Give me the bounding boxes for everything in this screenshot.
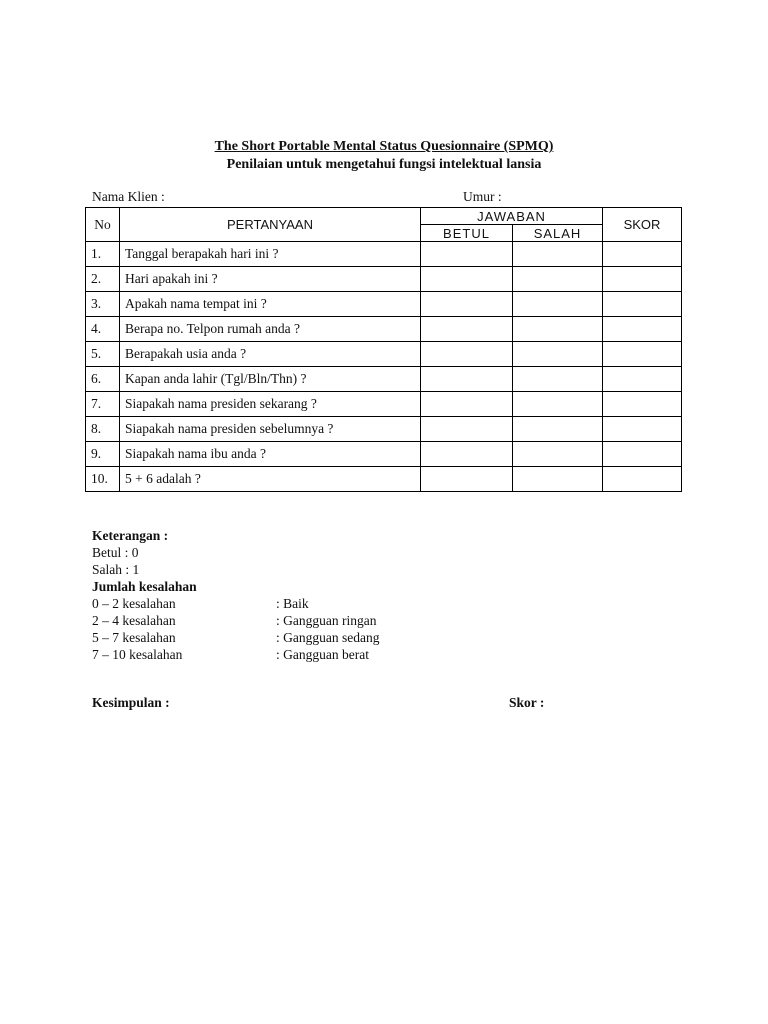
range-result: : Baik bbox=[276, 596, 309, 611]
row-question: Tanggal berapakah hari ini ? bbox=[120, 242, 421, 267]
betul-cell[interactable] bbox=[421, 292, 513, 317]
salah-cell[interactable] bbox=[513, 392, 603, 417]
row-number: 6. bbox=[86, 367, 120, 392]
betul-cell[interactable] bbox=[421, 367, 513, 392]
range-result: : Gangguan sedang bbox=[276, 630, 380, 645]
salah-value: Salah : 1 bbox=[92, 562, 140, 577]
table-row bbox=[86, 417, 682, 442]
row-number: 5. bbox=[86, 342, 120, 367]
skor-cell[interactable] bbox=[603, 342, 682, 367]
skor-cell[interactable] bbox=[603, 292, 682, 317]
table-row bbox=[86, 467, 682, 492]
skor-label: Skor : bbox=[509, 695, 545, 710]
betul-cell[interactable] bbox=[421, 417, 513, 442]
row-number: 9. bbox=[86, 442, 120, 467]
header-pertanyaan: PERTANYAAN bbox=[120, 208, 421, 242]
skor-cell[interactable] bbox=[603, 267, 682, 292]
betul-cell[interactable] bbox=[421, 317, 513, 342]
table-row bbox=[86, 267, 682, 292]
row-question: Berapakah usia anda ? bbox=[120, 342, 421, 367]
row-question: Berapa no. Telpon rumah anda ? bbox=[120, 317, 421, 342]
nama-klien-label: Nama Klien : bbox=[92, 189, 165, 204]
table-row bbox=[86, 442, 682, 467]
salah-cell[interactable] bbox=[513, 367, 603, 392]
row-question: Hari apakah ini ? bbox=[120, 267, 421, 292]
questionnaire-table bbox=[85, 207, 682, 492]
skor-cell[interactable] bbox=[603, 367, 682, 392]
table-row bbox=[86, 367, 682, 392]
header-no: No bbox=[86, 208, 120, 242]
table-row bbox=[86, 342, 682, 367]
jumlah-kesalahan-heading: Jumlah kesalahan bbox=[92, 579, 197, 594]
table-row bbox=[86, 392, 682, 417]
kesalahan-range-row bbox=[92, 629, 379, 646]
betul-cell[interactable] bbox=[421, 242, 513, 267]
row-number: 8. bbox=[86, 417, 120, 442]
salah-cell[interactable] bbox=[513, 342, 603, 367]
row-number: 4. bbox=[86, 317, 120, 342]
betul-cell[interactable] bbox=[421, 467, 513, 492]
range-label: 0 – 2 kesalahan bbox=[92, 596, 176, 611]
salah-cell[interactable] bbox=[513, 442, 603, 467]
row-number: 3. bbox=[86, 292, 120, 317]
row-question: Siapakah nama presiden sekarang ? bbox=[120, 392, 421, 417]
row-number: 2. bbox=[86, 267, 120, 292]
skor-cell[interactable] bbox=[603, 442, 682, 467]
skor-cell[interactable] bbox=[603, 392, 682, 417]
header-betul: BETUL bbox=[421, 225, 513, 242]
betul-cell[interactable] bbox=[421, 267, 513, 292]
keterangan-heading: Keterangan : bbox=[92, 528, 169, 543]
row-question: 5 + 6 adalah ? bbox=[120, 467, 421, 492]
salah-cell[interactable] bbox=[513, 292, 603, 317]
row-question: Siapakah nama ibu anda ? bbox=[120, 442, 421, 467]
range-result: : Gangguan berat bbox=[276, 647, 369, 662]
salah-cell[interactable] bbox=[513, 242, 603, 267]
skor-cell[interactable] bbox=[603, 317, 682, 342]
row-number: 7. bbox=[86, 392, 120, 417]
legend bbox=[92, 527, 379, 663]
header-skor: SKOR bbox=[603, 208, 682, 242]
betul-cell[interactable] bbox=[421, 442, 513, 467]
header-jawaban: JAWABAN bbox=[421, 208, 603, 225]
row-question: Apakah nama tempat ini ? bbox=[120, 292, 421, 317]
umur-label: Umur : bbox=[463, 189, 502, 204]
range-label: 2 – 4 kesalahan bbox=[92, 613, 176, 628]
skor-cell[interactable] bbox=[603, 467, 682, 492]
range-label: 5 – 7 kesalahan bbox=[92, 630, 176, 645]
table-row bbox=[86, 292, 682, 317]
document-title: The Short Portable Mental Status Quesionnaire (SPMQ) bbox=[214, 139, 554, 154]
row-number: 10. bbox=[86, 467, 120, 492]
kesalahan-range-row bbox=[92, 595, 379, 612]
kesimpulan-label: Kesimpulan : bbox=[92, 695, 170, 710]
betul-cell[interactable] bbox=[421, 392, 513, 417]
salah-cell[interactable] bbox=[513, 467, 603, 492]
header-salah: SALAH bbox=[513, 225, 603, 242]
betul-cell[interactable] bbox=[421, 342, 513, 367]
skor-cell[interactable] bbox=[603, 417, 682, 442]
kesalahan-range-row bbox=[92, 646, 379, 663]
document-subtitle: Penilaian untuk mengetahui fungsi intelektual lansia bbox=[226, 157, 542, 172]
range-label: 7 – 10 kesalahan bbox=[92, 647, 183, 662]
table-row bbox=[86, 317, 682, 342]
range-result: : Gangguan ringan bbox=[276, 613, 377, 628]
table-row bbox=[86, 242, 682, 267]
salah-cell[interactable] bbox=[513, 417, 603, 442]
skor-cell[interactable] bbox=[603, 242, 682, 267]
row-question: Kapan anda lahir (Tgl/Bln/Thn) ? bbox=[120, 367, 421, 392]
row-number: 1. bbox=[86, 242, 120, 267]
betul-value: Betul : 0 bbox=[92, 545, 139, 560]
row-question: Siapakah nama presiden sebelumnya ? bbox=[120, 417, 421, 442]
salah-cell[interactable] bbox=[513, 267, 603, 292]
kesalahan-range-row bbox=[92, 612, 379, 629]
salah-cell[interactable] bbox=[513, 317, 603, 342]
